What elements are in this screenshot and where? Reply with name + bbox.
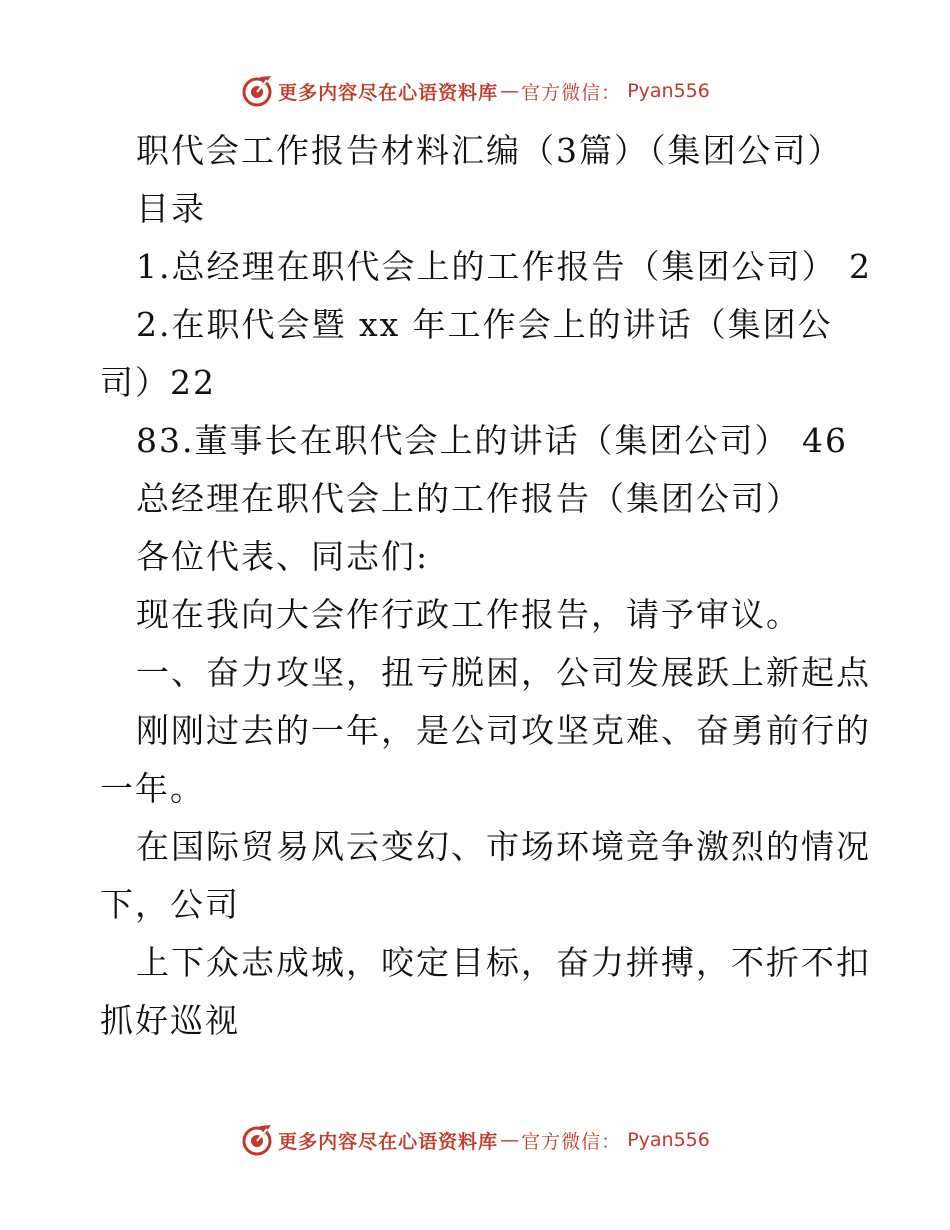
toc-entry-3: 83.董事长在职代会上的讲话（集团公司） 46 [136,421,848,460]
watermark-separator: — [500,80,520,102]
paragraph-line: 刚刚过去的一年，是公司攻坚克难、奋勇前行的 [136,711,871,750]
quill-logo-icon [240,74,274,108]
paragraph-intro: 现在我向大会作行政工作报告，请予审议。 [136,595,801,634]
toc-entry-2: 2.在职代会暨 xx 年工作会上的讲话（集团公 [136,305,833,344]
watermark-wechat-id: Pyan556 [627,1129,710,1151]
paragraph-line: 在国际贸易风云变幻、市场环境竞争激烈的情况 [136,827,871,866]
watermark-official-label: 官方微信： [521,81,622,104]
toc-entry-2-continued: 司）22 [100,363,216,402]
header-watermark [0,71,950,111]
watermark-wechat-id: Pyan556 [627,80,710,102]
paragraph-line: 上下众志成城，咬定目标，奋力拼搏，不折不扣 [136,943,871,982]
toc-entry-1: 1.总经理在职代会上的工作报告（集团公司） 2 [136,247,872,286]
document-title: 职代会工作报告材料汇编（3篇）（集团公司） [136,131,843,170]
watermark-brand: 更多内容尽在心语资料库 [278,81,499,104]
salutation: 各位代表、同志们: [136,537,430,576]
paragraph-line: 一年。 [100,769,205,808]
paragraph-line: 下，公司 [100,885,240,924]
watermark-separator: — [500,1129,520,1151]
quill-logo-icon [240,1123,274,1157]
watermark-official-label: 官方微信： [521,1130,622,1153]
section-title: 总经理在职代会上的工作报告（集团公司） [136,479,801,518]
toc-heading: 目录 [136,189,206,228]
footer-watermark [0,1120,950,1160]
document-body [100,122,872,1050]
watermark-brand: 更多内容尽在心语资料库 [278,1130,499,1153]
section-heading-1: 一、奋力攻坚，扭亏脱困，公司发展跃上新起点 [136,653,871,692]
paragraph-line: 抓好巡视 [100,1001,240,1040]
